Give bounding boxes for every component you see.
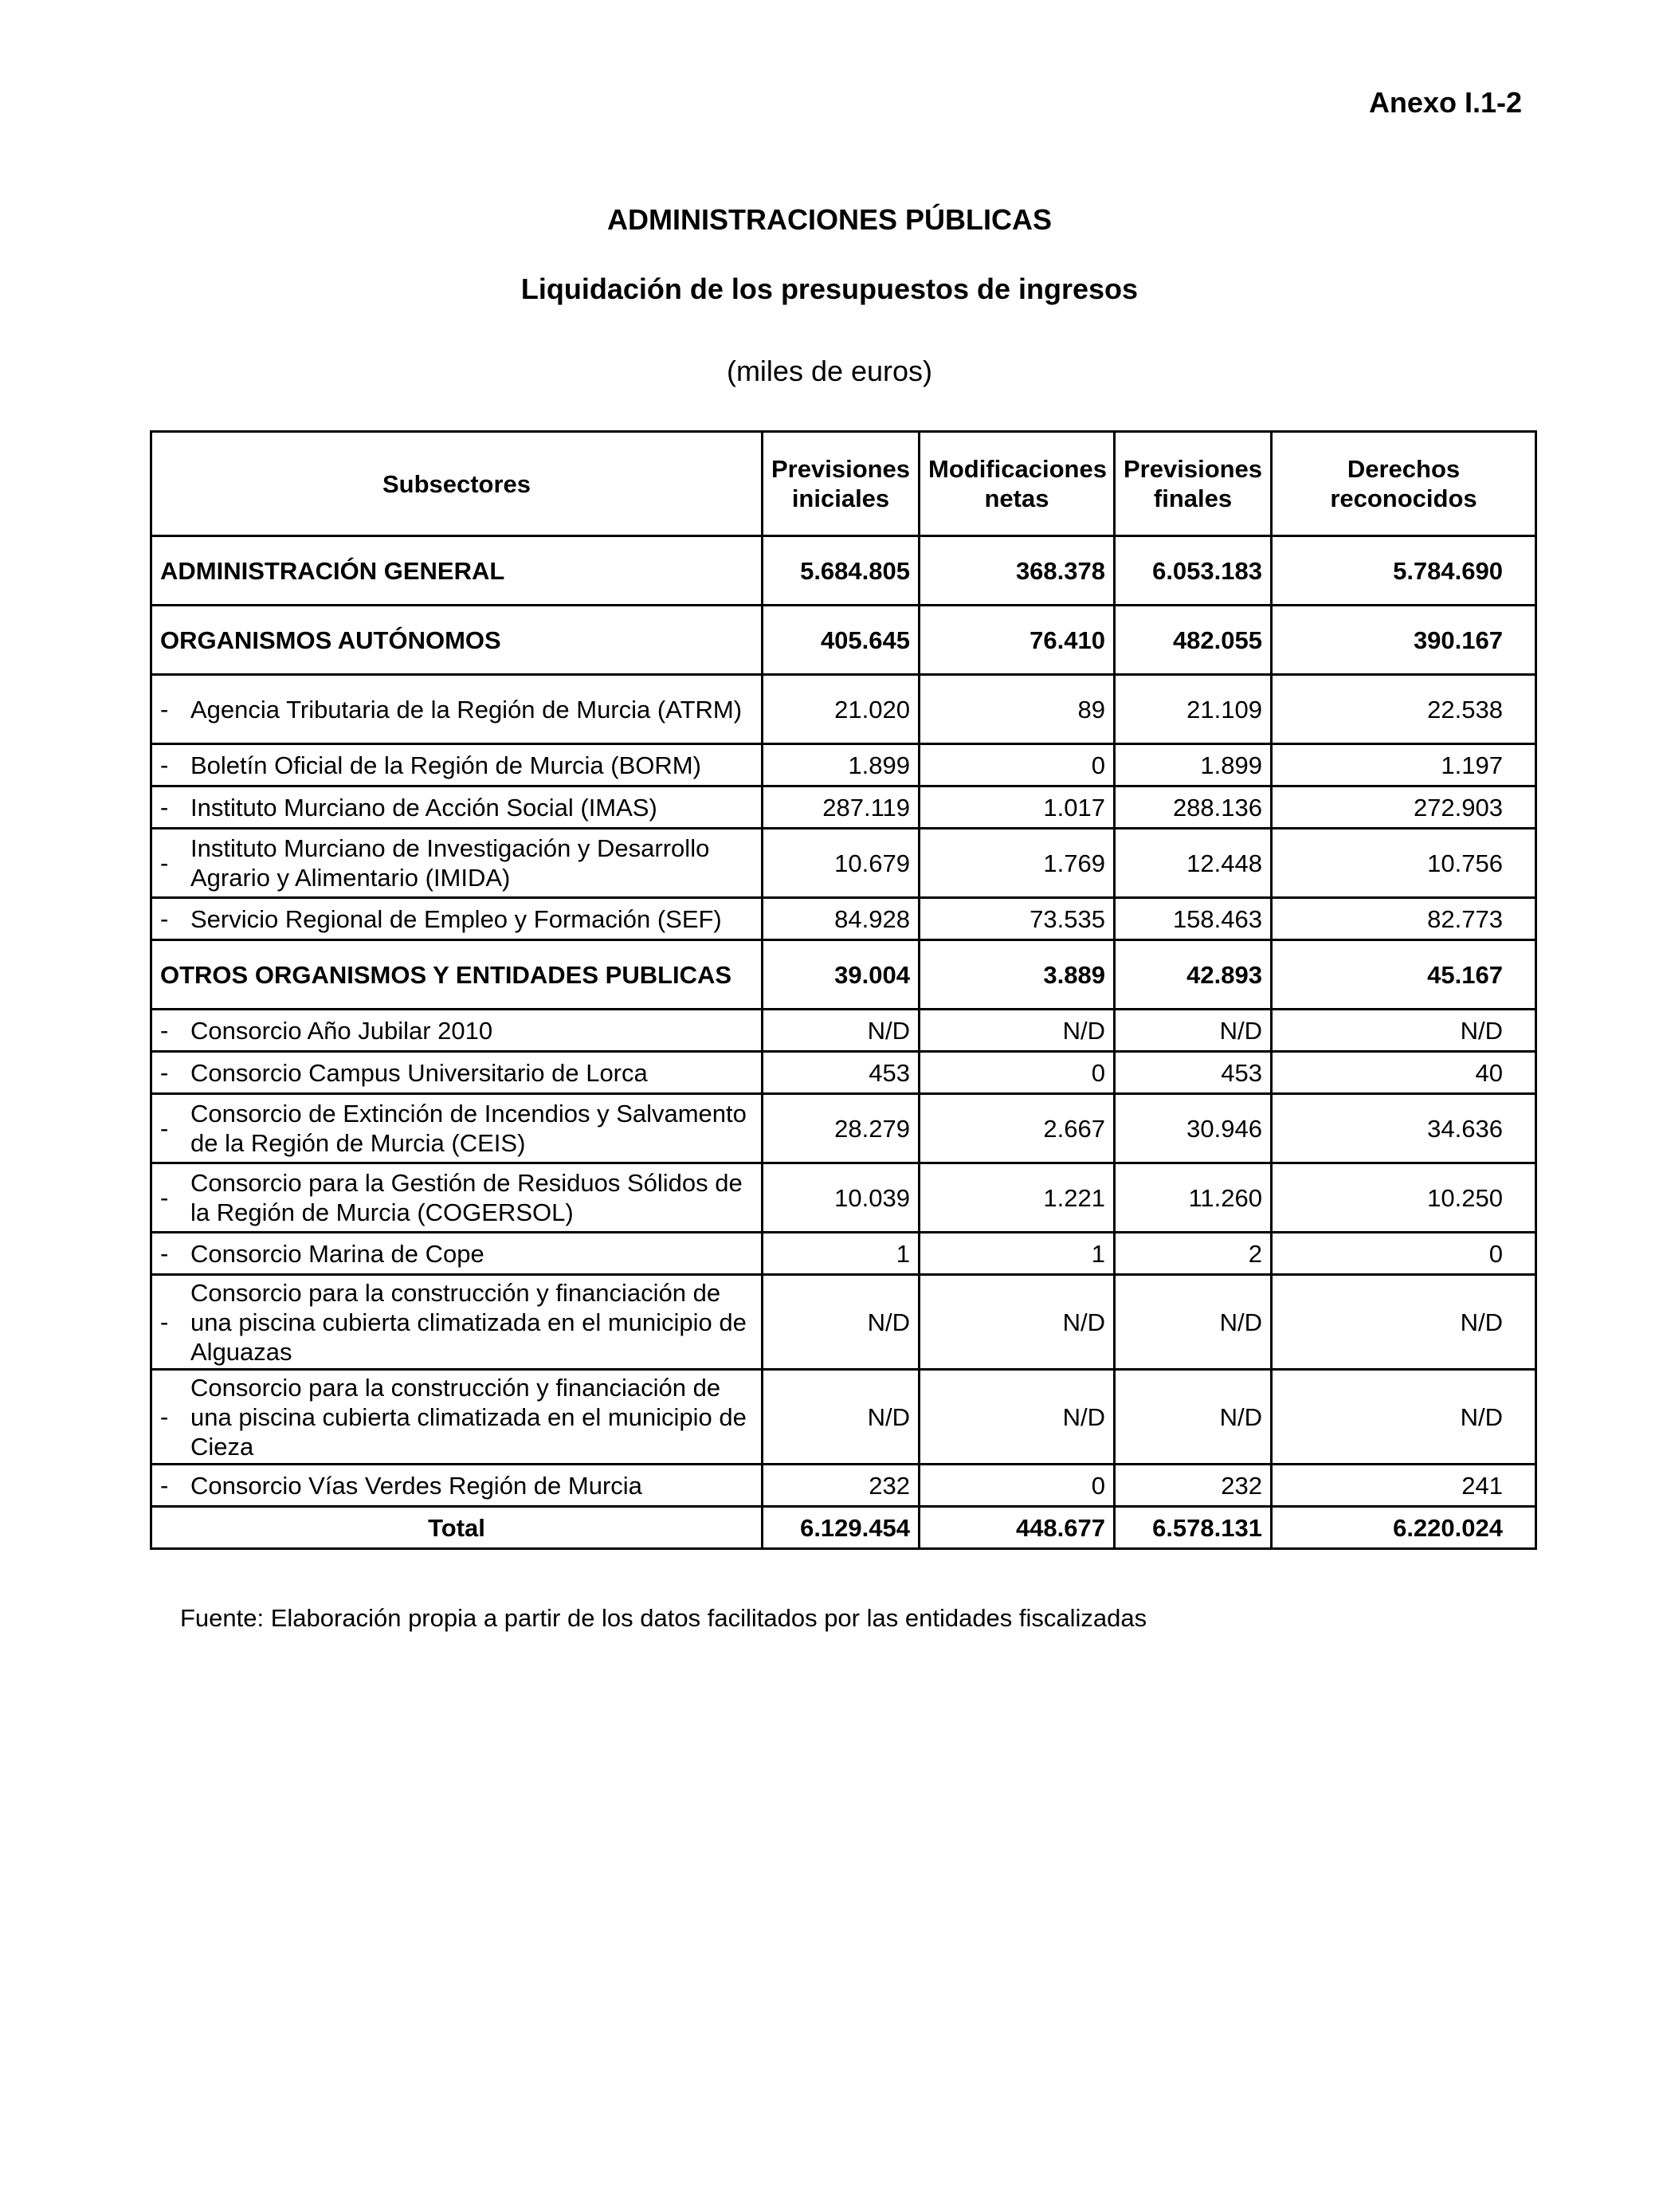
cell-previsiones-iniciales: 5.684.805 [763, 536, 920, 606]
cell-derechos-reconocidos: 1.197 [1272, 744, 1536, 786]
cell-modificaciones-netas: N/D [920, 1370, 1115, 1465]
bullet-dash: - [160, 1471, 169, 1500]
cell-previsiones-iniciales: 6.129.454 [763, 1507, 920, 1549]
page-title: ADMINISTRACIONES PÚBLICAS [606, 203, 1053, 236]
table-row [151, 675, 1536, 744]
bullet-dash: - [160, 1239, 169, 1268]
cell-previsiones-iniciales: 10.039 [763, 1163, 920, 1233]
cell-modificaciones-netas: 3.889 [920, 940, 1115, 1010]
bullet-dash: - [160, 695, 169, 724]
row-label: - Consorcio Año Jubilar 2010 [151, 1010, 763, 1052]
bullet-dash: - [160, 904, 169, 933]
cell-modificaciones-netas: 1 [920, 1233, 1115, 1275]
cell-previsiones-finales: 30.946 [1115, 1094, 1272, 1163]
cell-previsiones-iniciales: 1.899 [763, 744, 920, 786]
row-label: ADMINISTRACIÓN GENERAL [151, 536, 763, 606]
bullet-dash: - [160, 1308, 169, 1336]
cell-previsiones-iniciales: 232 [763, 1465, 920, 1507]
table-row [151, 1010, 1536, 1052]
table-row [151, 1370, 1536, 1465]
cell-previsiones-finales: 6.053.183 [1115, 536, 1272, 606]
row-label: - Instituto Murciano de Investigación y Desarrollo Agrario y Alimentario (IMIDA) [151, 829, 763, 898]
row-label: ORGANISMOS AUTÓNOMOS [151, 606, 763, 675]
bullet-dash: - [160, 1016, 169, 1045]
cell-previsiones-iniciales: 84.928 [763, 898, 920, 940]
row-label: - Consorcio para la construcción y financiación de una piscina cubierta climatizada en el municipio de Cieza [151, 1370, 763, 1465]
cell-previsiones-iniciales: N/D [763, 1275, 920, 1370]
header-modificaciones-netas: Modificaciones netas [920, 432, 1115, 536]
cell-previsiones-finales: 232 [1115, 1465, 1272, 1507]
cell-previsiones-iniciales: N/D [763, 1010, 920, 1052]
cell-derechos-reconocidos: 10.756 [1272, 829, 1536, 898]
table-row [151, 1094, 1536, 1163]
header-subsectores: Subsectores [151, 432, 763, 536]
cell-previsiones-iniciales: 21.020 [763, 675, 920, 744]
cell-previsiones-finales: 158.463 [1115, 898, 1272, 940]
cell-previsiones-finales: 6.578.131 [1115, 1507, 1272, 1549]
bullet-dash: - [160, 751, 169, 779]
cell-previsiones-iniciales: 39.004 [763, 940, 920, 1010]
cell-previsiones-finales: 42.893 [1115, 940, 1272, 1010]
cell-derechos-reconocidos: 241 [1272, 1465, 1536, 1507]
row-label: - Instituto Murciano de Acción Social (IMAS) [151, 786, 763, 829]
cell-previsiones-iniciales: 1 [763, 1233, 920, 1275]
row-label: - Consorcio de Extinción de Incendios y Salvamento de la Región de Murcia (CEIS) [151, 1094, 763, 1163]
cell-previsiones-finales: 1.899 [1115, 744, 1272, 786]
header-derechos-reconocidos: Derechos reconocidos [1272, 432, 1536, 536]
bullet-dash: - [160, 849, 169, 877]
cell-modificaciones-netas: 2.667 [920, 1094, 1115, 1163]
cell-previsiones-finales: N/D [1115, 1275, 1272, 1370]
cell-modificaciones-netas: 76.410 [920, 606, 1115, 675]
cell-derechos-reconocidos: 6.220.024 [1272, 1507, 1536, 1549]
cell-derechos-reconocidos: N/D [1272, 1275, 1536, 1370]
table-row [151, 1275, 1536, 1370]
row-label: - Consorcio para la Gestión de Residuos Sólidos de la Región de Murcia (COGERSOL) [151, 1163, 763, 1233]
source-note: Fuente: Elaboración propia a partir de los datos facilitados por las entidades fiscalizadas [180, 1604, 1147, 1632]
bullet-dash: - [160, 793, 169, 822]
cell-derechos-reconocidos: 10.250 [1272, 1163, 1536, 1233]
row-label: - Consorcio Marina de Cope [151, 1233, 763, 1275]
cell-previsiones-finales: 12.448 [1115, 829, 1272, 898]
table-row [151, 898, 1536, 940]
bullet-dash: - [160, 1183, 169, 1212]
table-row [151, 536, 1536, 606]
cell-modificaciones-netas: 0 [920, 1052, 1115, 1094]
cell-modificaciones-netas: N/D [920, 1275, 1115, 1370]
cell-derechos-reconocidos: N/D [1272, 1370, 1536, 1465]
cell-derechos-reconocidos: 40 [1272, 1052, 1536, 1094]
cell-modificaciones-netas: 73.535 [920, 898, 1115, 940]
total-label: Total [151, 1507, 763, 1549]
cell-modificaciones-netas: 0 [920, 744, 1115, 786]
cell-derechos-reconocidos: N/D [1272, 1010, 1536, 1052]
cell-modificaciones-netas: 1.017 [920, 786, 1115, 829]
header-previsiones-iniciales: Previsiones iniciales [763, 432, 920, 536]
row-label: - Boletín Oficial de la Región de Murcia (BORM) [151, 744, 763, 786]
bullet-dash: - [160, 1114, 169, 1143]
cell-derechos-reconocidos: 45.167 [1272, 940, 1536, 1010]
cell-derechos-reconocidos: 82.773 [1272, 898, 1536, 940]
cell-previsiones-finales: 11.260 [1115, 1163, 1272, 1233]
cell-previsiones-iniciales: 10.679 [763, 829, 920, 898]
cell-modificaciones-netas: 0 [920, 1465, 1115, 1507]
page-subtitle: Liquidación de los presupuestos de ingresos [520, 273, 1139, 305]
cell-modificaciones-netas: 448.677 [920, 1507, 1115, 1549]
cell-previsiones-finales: 2 [1115, 1233, 1272, 1275]
table-row [151, 744, 1536, 786]
header-previsiones-finales: Previsiones finales [1115, 432, 1272, 536]
table-row [151, 1163, 1536, 1233]
table-row [151, 606, 1536, 675]
bullet-dash: - [160, 1402, 169, 1431]
budget-table [150, 430, 1537, 1550]
table-row [151, 1465, 1536, 1507]
cell-previsiones-iniciales: 287.119 [763, 786, 920, 829]
row-label: - Servicio Regional de Empleo y Formación (SEF) [151, 898, 763, 940]
bullet-dash: - [160, 1058, 169, 1087]
cell-derechos-reconocidos: 5.784.690 [1272, 536, 1536, 606]
cell-previsiones-iniciales: 405.645 [763, 606, 920, 675]
row-label: OTROS ORGANISMOS Y ENTIDADES PUBLICAS [151, 940, 763, 1010]
cell-previsiones-finales: N/D [1115, 1370, 1272, 1465]
units-note: (miles de euros) [726, 355, 933, 387]
cell-derechos-reconocidos: 0 [1272, 1233, 1536, 1275]
cell-modificaciones-netas: 1.221 [920, 1163, 1115, 1233]
cell-derechos-reconocidos: 390.167 [1272, 606, 1536, 675]
cell-previsiones-finales: 453 [1115, 1052, 1272, 1094]
cell-previsiones-finales: N/D [1115, 1010, 1272, 1052]
cell-previsiones-finales: 288.136 [1115, 786, 1272, 829]
row-label: - Consorcio para la construcción y financiación de una piscina cubierta climatizada en el municipio de Alguazas [151, 1275, 763, 1370]
table-row [151, 1233, 1536, 1275]
table-row [151, 829, 1536, 898]
annex-label: Anexo I.1-2 [1368, 86, 1522, 119]
cell-modificaciones-netas: 89 [920, 675, 1115, 744]
cell-modificaciones-netas: 1.769 [920, 829, 1115, 898]
total-row [151, 1507, 1536, 1549]
cell-previsiones-iniciales: N/D [763, 1370, 920, 1465]
row-label: - Consorcio Vías Verdes Región de Murcia [151, 1465, 763, 1507]
table-row [151, 1052, 1536, 1094]
cell-previsiones-finales: 482.055 [1115, 606, 1272, 675]
table-header-row [151, 432, 1536, 536]
cell-modificaciones-netas: 368.378 [920, 536, 1115, 606]
cell-previsiones-finales: 21.109 [1115, 675, 1272, 744]
table-row [151, 786, 1536, 829]
table-row [151, 940, 1536, 1010]
cell-previsiones-iniciales: 28.279 [763, 1094, 920, 1163]
cell-derechos-reconocidos: 22.538 [1272, 675, 1536, 744]
row-label: - Consorcio Campus Universitario de Lorca [151, 1052, 763, 1094]
row-label: - Agencia Tributaria de la Región de Murcia (ATRM) [151, 675, 763, 744]
cell-derechos-reconocidos: 272.903 [1272, 786, 1536, 829]
cell-derechos-reconocidos: 34.636 [1272, 1094, 1536, 1163]
cell-modificaciones-netas: N/D [920, 1010, 1115, 1052]
cell-previsiones-iniciales: 453 [763, 1052, 920, 1094]
